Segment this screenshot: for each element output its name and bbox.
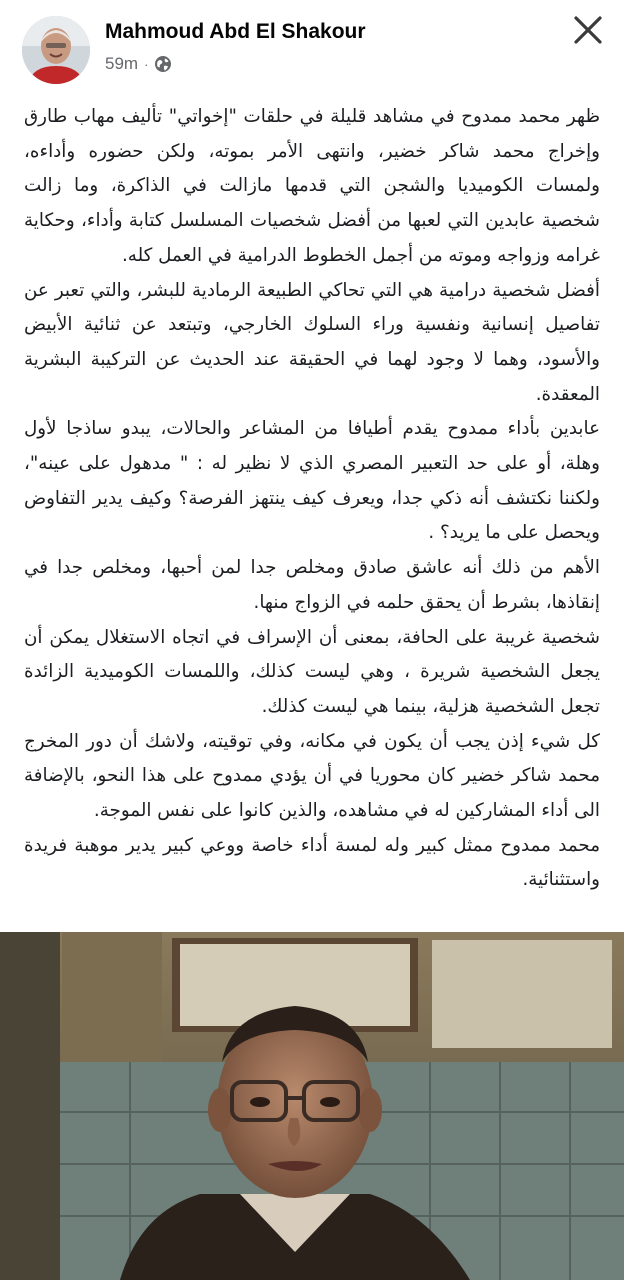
avatar-photo bbox=[22, 16, 90, 84]
post-paragraph: أفضل شخصية درامية هي التي تحاكي الطبيعة الرمادية للبشر، والتي تعبر عن تفاصيل إنسانية ونفسية وراء السلوك الخارجي، وتبتعد عن ثنائية الأبيض والأسود، وهما لا وجود لهما في الحقيقة عند الحديث عن التركيبة البشرية المعقدة. bbox=[24, 279, 600, 405]
photo-scene bbox=[0, 932, 624, 1280]
post-paragraph: الأهم من ذلك أنه عاشق صادق ومخلص جدا لمن أحبها، ومخلص جدا في إنقاذها، بشرط أن يحقق حلمه في الزواج منها. bbox=[24, 557, 600, 613]
close-icon[interactable] bbox=[572, 14, 604, 46]
post-paragraph: محمد ممدوح ممثل كبير وله لمسة أداء خاصة ووعي كبير يدير موهبة فريدة واستثنائية. bbox=[24, 834, 600, 891]
post-paragraph: كل شيء إذن يجب أن يكون في مكانه، وفي توقيته، ولاشك أن دور المخرج محمد شاكر خضير كان محوريا في أن يؤدي ممدوح على هذا النحو، بالإضافة الى أداء المشاركين له في مشاهده، والذين كانوا على نفس الموجة. bbox=[24, 730, 600, 822]
meta-separator: · bbox=[144, 56, 149, 72]
post-photo[interactable] bbox=[0, 932, 624, 1280]
post-meta bbox=[105, 54, 172, 74]
post-paragraph: ظهر محمد ممدوح في مشاهد قليلة في حلقات "إخواتي" تأليف مهاب طارق وإخراج محمد شاكر خضير، وانتهى الأمر بموته، ولكن حضوره وأداءه، ولمسات الكوميديا والشجن التي قدمها مازالت في الذاكرة، وما زالت شخصية عابدين التي لعبها من أفضل شخصيات المسلسل كتابة وأداء، وحكاية غرامه وزواجه وموته من أجمل الخطوط الدرامية في العمل كله. bbox=[24, 106, 600, 266]
author-avatar[interactable] bbox=[22, 16, 90, 84]
post-paragraph: عابدين بأداء ممدوح يقدم أطيافا من المشاعر والحالات، يبدو ساذجا لأول وهلة، أو على حد التعبير المصري الذي لا نظير له : " مدهول على عينه"، ولكننا نكتشف أنه ذكي جدا، ويعرف كيف ينتهز الفرصة؟ وكيف يدير التفاوض ويحصل على ما يريد؟ . bbox=[24, 418, 600, 544]
author-name[interactable]: Mahmoud Abd El Shakour bbox=[105, 20, 366, 43]
globe-icon[interactable] bbox=[154, 55, 172, 73]
post-paragraph: شخصية غريبة على الحافة، بمعنى أن الإسراف في اتجاه الاستغلال يمكن أن يجعل الشخصية شريرة ، وهي ليست كذلك، واللمسات الكوميدية الزائدة تجعل الشخصية هزلية، بينما هي ليست كذلك. bbox=[24, 626, 600, 717]
post-header bbox=[0, 0, 624, 90]
post-body bbox=[24, 100, 600, 898]
post-time[interactable]: 59m bbox=[105, 54, 139, 73]
